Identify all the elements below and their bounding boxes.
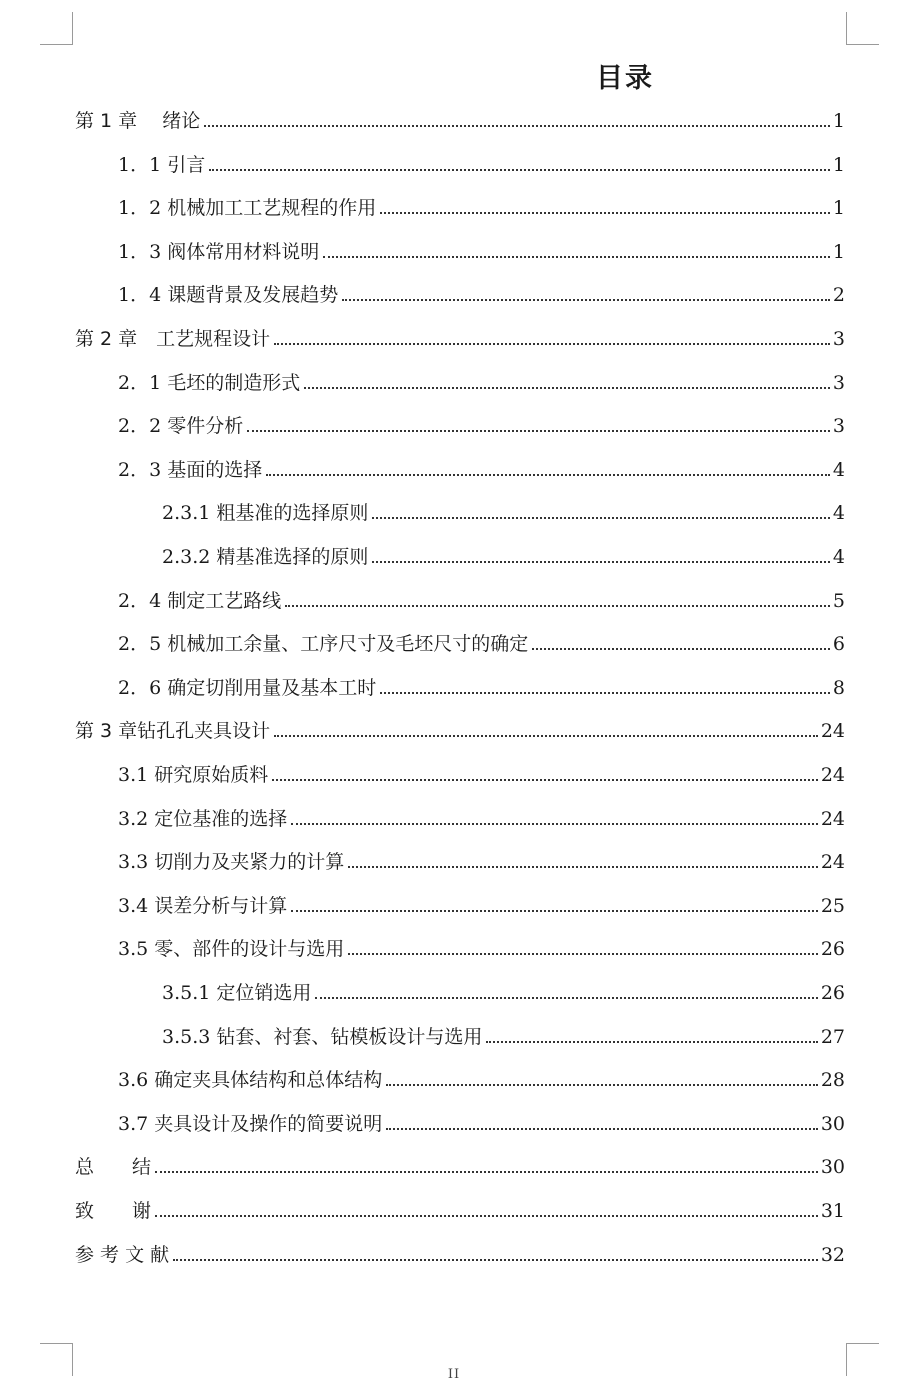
toc-entry-label: 1．2 机械加工工艺规程的作用 (118, 197, 377, 220)
toc-entry-page-number: 24 (820, 720, 845, 743)
toc-entry-page-number: 6 (832, 633, 845, 656)
toc-entry-page-number: 24 (820, 807, 845, 830)
toc-entry-label: 3.1 研究原始质料 (118, 764, 269, 786)
toc-entry-label: 2.3.2 精基准选择的原则 (162, 546, 369, 568)
toc-section-entry[interactable] (118, 628, 845, 656)
toc-entry-label: 3.4 误差分析与计算 (118, 894, 288, 917)
toc-entry-page-number: 1 (832, 197, 845, 220)
toc-entry-page-number: 26 (820, 938, 845, 961)
toc-section-entry[interactable] (118, 933, 845, 961)
toc-section-entry[interactable] (118, 367, 845, 395)
toc-entry-page-number: 31 (820, 1200, 845, 1222)
toc-entry-label: 2.3.1 粗基准的选择原则 (162, 502, 369, 525)
toc-section-entry[interactable] (118, 454, 845, 482)
toc-section-entry[interactable] (118, 672, 845, 700)
toc-dot-leader (173, 1259, 818, 1261)
toc-dot-leader (285, 605, 830, 607)
toc-entry-page-number: 3 (832, 415, 845, 438)
toc-entry-label: 3.3 切削力及夹紧力的计算 (118, 851, 345, 874)
toc-entry-page-number: 8 (832, 676, 845, 699)
toc-entry-page-number: 30 (820, 1112, 845, 1135)
toc-dot-leader (204, 125, 830, 127)
toc-entry-label: 3.5.1 定位销选用 (162, 982, 312, 1004)
toc-dot-leader (380, 692, 830, 694)
toc-entry-label: 1．4 课题背景及发展趋势 (118, 284, 339, 307)
toc-dot-leader (304, 387, 830, 389)
toc-section-entry[interactable] (118, 890, 845, 918)
toc-section-entry[interactable] (162, 1021, 845, 1049)
toc-entry-page-number: 24 (820, 851, 845, 874)
toc-entry-label: 1．3 阀体常用材料说明 (118, 240, 320, 263)
toc-section-entry[interactable] (118, 803, 845, 831)
toc-entry-page-number: 5 (832, 589, 845, 612)
toc-dot-leader (348, 866, 818, 868)
toc-section-entry[interactable] (118, 192, 845, 220)
toc-chapter-entry[interactable] (75, 1195, 845, 1223)
toc-dot-leader (274, 343, 830, 345)
toc-entry-page-number: 27 (820, 1025, 845, 1048)
toc-section-entry[interactable] (162, 977, 845, 1005)
toc-chapter-entry[interactable] (75, 323, 845, 351)
toc-entry-page-number: 1 (832, 110, 845, 132)
toc-dot-leader (155, 1171, 818, 1173)
toc-entry-page-number: 4 (832, 502, 845, 525)
toc-entry-label: 参 考 文 献 (75, 1243, 170, 1266)
toc-entry-label: 2．4 制定工艺路线 (118, 589, 282, 612)
toc-chapter-entry[interactable] (75, 1151, 845, 1179)
toc-entry-label: 3.2 定位基准的选择 (118, 807, 288, 830)
toc-section-entry[interactable] (118, 846, 845, 874)
toc-entry-label: 3.7 夹具设计及操作的简要说明 (118, 1112, 383, 1135)
toc-entry-page-number: 3 (832, 371, 845, 394)
toc-section-entry[interactable] (118, 1108, 845, 1136)
toc-dot-leader (372, 561, 830, 563)
toc-entry-label: 2．6 确定切削用量及基本工时 (118, 676, 377, 699)
toc-entry-label: 2．1 毛坯的制造形式 (118, 371, 301, 394)
toc-dot-leader (209, 169, 830, 171)
toc-section-entry[interactable] (118, 1064, 845, 1092)
toc-entry-page-number: 25 (820, 894, 845, 917)
page-title: 目录 (596, 63, 654, 94)
toc-section-entry[interactable] (118, 759, 845, 787)
toc-chapter-entry[interactable] (75, 715, 845, 743)
toc-dot-leader (386, 1084, 818, 1086)
toc-dot-leader (247, 430, 830, 432)
toc-section-entry[interactable] (118, 236, 845, 264)
toc-entry-page-number: 2 (832, 284, 845, 307)
toc-entry-page-number: 28 (820, 1069, 845, 1092)
toc-dot-leader (272, 779, 818, 781)
toc-dot-leader (486, 1041, 817, 1043)
toc-dot-leader (274, 735, 818, 737)
toc-dot-leader (315, 997, 817, 999)
crop-mark-top-left (40, 12, 73, 45)
toc-dot-leader (266, 474, 830, 476)
toc-dot-leader (323, 256, 830, 258)
toc-dot-leader (372, 517, 830, 519)
toc-dot-leader (291, 823, 818, 825)
toc-dot-leader (291, 910, 818, 912)
toc-chapter-entry[interactable] (75, 105, 845, 133)
toc-entry-label: 2．2 零件分析 (118, 415, 244, 438)
toc-entry-page-number: 4 (832, 546, 845, 568)
toc-entry-label: 2．5 机械加工余量、工序尺寸及毛坯尺寸的确定 (118, 633, 529, 656)
toc-section-entry[interactable] (118, 410, 845, 438)
toc-entry-page-number: 24 (820, 764, 845, 786)
toc-entry-label: 第 1 章 绪论 (75, 110, 201, 132)
toc-section-entry[interactable] (118, 585, 845, 613)
toc-section-entry[interactable] (162, 497, 845, 525)
toc-entry-label: 3.5 零、部件的设计与选用 (118, 938, 345, 961)
toc-entry-label: 致 谢 (75, 1200, 152, 1222)
toc-entry-page-number: 1 (832, 240, 845, 263)
toc-entry-label: 总 结 (75, 1156, 152, 1179)
toc-entry-label: 1．1 引言 (118, 153, 206, 176)
toc-dot-leader (386, 1128, 818, 1130)
toc-section-entry[interactable] (118, 149, 845, 177)
toc-entry-label: 第 2 章 工艺规程设计 (75, 328, 271, 350)
toc-entry-page-number: 4 (832, 458, 845, 481)
toc-dot-leader (348, 953, 818, 955)
toc-dot-leader (532, 648, 830, 650)
toc-section-entry[interactable] (118, 279, 845, 307)
toc-dot-leader (155, 1215, 818, 1217)
crop-mark-top-right (846, 12, 879, 45)
toc-entry-page-number: 1 (832, 153, 845, 176)
toc-entry-page-number: 32 (820, 1243, 845, 1266)
toc-section-entry[interactable] (162, 541, 845, 569)
toc-dot-leader (342, 299, 830, 301)
toc-entry-label: 第 3 章钻孔孔夹具设计 (75, 720, 271, 743)
toc-entry-page-number: 3 (832, 328, 845, 350)
toc-entry-label: 3.5.3 钻套、衬套、钻模板设计与选用 (162, 1025, 483, 1048)
toc-entry-label: 2．3 基面的选择 (118, 458, 263, 481)
toc-entry-label: 3.6 确定夹具体结构和总体结构 (118, 1069, 383, 1092)
toc-entry-page-number: 26 (820, 982, 845, 1004)
page-number-footer: II (447, 1367, 461, 1382)
toc-entry-page-number: 30 (820, 1156, 845, 1179)
toc-dot-leader (380, 212, 830, 214)
toc-chapter-entry[interactable] (75, 1239, 845, 1267)
